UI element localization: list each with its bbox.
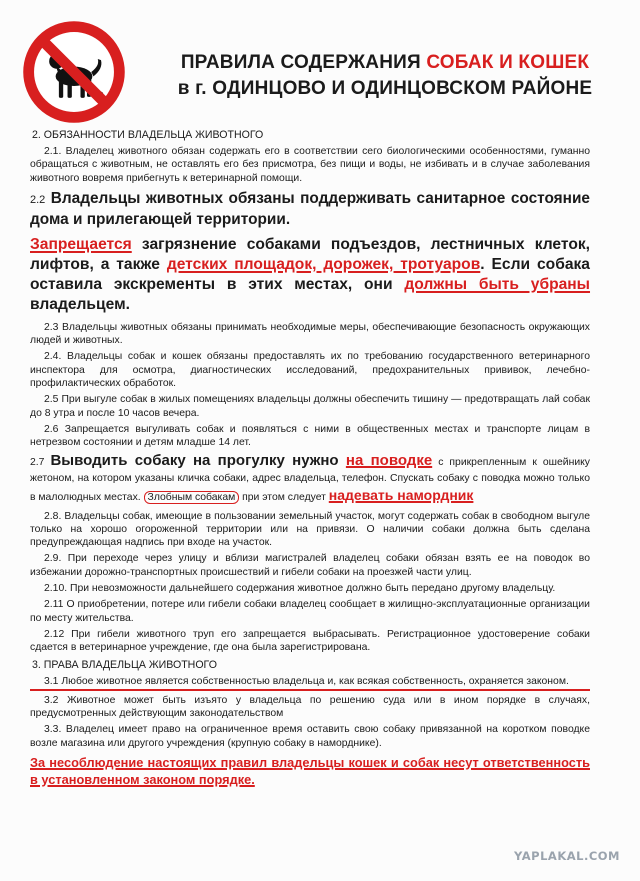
rule-2-2-text: Владельцы животных обязаны поддерживать санитарное состояние дома и прилегающей территории. xyxy=(30,189,590,228)
ban-places: детских площадок, дорожек, тротуаров xyxy=(166,255,481,273)
ban-text-3: владельцем. xyxy=(30,295,130,313)
rule-2-11: 2.11 О приобретении, потере или гибели собаки владелец сообщает в жилищно-эксплуатационные организации по месту жительства. xyxy=(30,599,590,624)
ban-text-2: . Если собака оставила экскременты в этих местах, они xyxy=(30,255,590,293)
site-watermark: YAPLAKAL.COM xyxy=(514,849,620,863)
rule-2-7-lead: Выводить собаку на прогулку нужно xyxy=(50,451,346,469)
rule-2-4: 2.4. Владельцы собак и кошек обязаны предоставлять их по требованию государственного ветеринарного инспектора для осмотра, диагностических исследований, предохранительных прививок, лечебно-профилактических обработок. xyxy=(30,351,590,390)
rule-3-1: 3.1 Любое животное является собственностью владельца и, как всякая собственность, охраняется законом. xyxy=(30,675,590,691)
title-line-2: в г. ОДИНЦОВО И ОДИНЦОВСКОМ РАЙОНЕ xyxy=(177,78,593,99)
rule-2-6: 2.6 Запрещается выгуливать собак и появляться с ними в общественных местах и транспорте лицам в нетрезвом состоянии и детям младше 14 лет. xyxy=(30,423,590,449)
rule-2-7-muzzle: надевать намордник xyxy=(328,486,474,503)
no-dog-fouling-sign-icon xyxy=(20,18,128,126)
ban-paragraph xyxy=(30,235,590,315)
rule-2-7-angry-dogs: Злобным собакам xyxy=(144,491,240,504)
rule-2-5: 2.5 При выгуле собак в жилых помещениях владельцы должны обеспечить тишину — предотвращать лай собак до 8 утра и после 10 часов вечера. xyxy=(30,394,590,419)
ban-must-remove: должны быть убраны xyxy=(404,275,591,293)
rule-2-12: 2.12 При гибели животного труп его запрещается выбрасывать. Регистрационное удостоверение собаки сдается в ветеринарное учреждение, где она была зарегистрирована. xyxy=(30,628,590,654)
page-title xyxy=(150,50,620,102)
title-part-1: ПРАВИЛА СОДЕРЖАНИЯ xyxy=(180,52,427,73)
rules-content xyxy=(30,128,590,788)
rule-3-2: 3.2 Животное может быть изъято у владельца по решению суда или в ином порядке в случаях, предусмотренных действующим законодательством xyxy=(30,694,590,720)
ban-text-1: загрязнение собаками подъездов, лестничных клеток, лифтов, а также xyxy=(30,235,590,273)
ban-word: Запрещается xyxy=(30,235,132,253)
rule-2-2 xyxy=(30,189,590,229)
rule-2-3: 2.3 Владельцы животных обязаны принимать необходимые меры, обеспечивающие безопасность окружающих людей и животных. xyxy=(30,321,590,347)
title-red-part: СОБАК И КОШЕК xyxy=(426,52,590,73)
rule-2-7 xyxy=(30,453,590,506)
rule-2-1: 2.1. Владелец животного обязан содержать его в соответствии сего биологическими особенностями, гуманно обращаться с животным, не оставлять его без присмотра, без пищи и воды, не избивать и в случае заболевания животного вовремя прибегнуть к ветеринарной помощи. xyxy=(30,146,590,184)
rule-2-7-leash: на поводке xyxy=(345,451,433,469)
rule-3-3: 3.3. Владелец имеет право на ограниченное время оставить свою собаку привязанной на коротком поводке возле магазина или другого учреждения (крупную собаку в наморднике). xyxy=(30,724,590,749)
responsibility-warning: За несоблюдение настоящих правил владельцы кошек и собак несут ответственность в установленном законом порядке. xyxy=(30,755,590,788)
rule-2-2-number: 2.2 xyxy=(30,193,46,206)
rule-2-10: 2.10. При невозможности дальнейшего содержания животное должно быть передано другому владельцу. xyxy=(44,583,556,595)
title-line-1 xyxy=(150,50,620,76)
rule-2-7-text-1: с прикрепленным к ошейнику жетоном, на котором указаны кличка собаки, адрес владельца, телефон. Спускать собаку с поводка можно только в малолюдных местах. xyxy=(30,456,590,503)
rule-2-8: 2.8. Владельцы собак, имеющие в пользовании земельный участок, могут содержать собак в свободном выгуле только на хорошо огороженной территории или на привязи. О наличии собаки должна быть сделана предупреждающая надпись при входе на участок. xyxy=(30,510,590,549)
section-2-heading: 2. ОБЯЗАННОСТИ ВЛАДЕЛЬЦА ЖИВОТНОГО xyxy=(32,129,264,141)
section-3-heading: 3. ПРАВА ВЛАДЕЛЬЦА ЖИВОТНОГО xyxy=(32,658,217,671)
rule-2-7-text-2: при этом следует xyxy=(239,491,329,503)
rule-2-9: 2.9. При переходе через улицу и вблизи магистралей владелец собаки обязан взять ее на поводок во избежании дорожно-транспортных происшествий и гибели собаки на проезжей части улиц. xyxy=(30,553,590,578)
rule-2-7-number: 2.7 xyxy=(30,456,51,468)
